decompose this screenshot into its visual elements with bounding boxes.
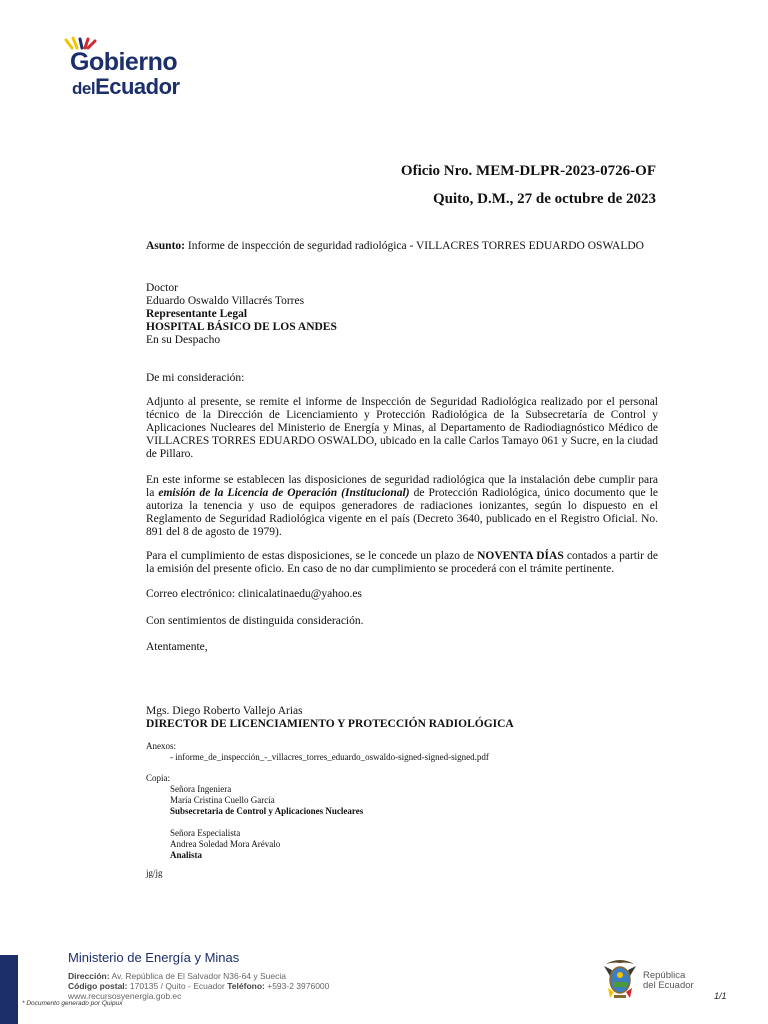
email-line: Correo electrónico: clinicalatinaedu@yahoo.es xyxy=(146,588,362,600)
asunto xyxy=(146,240,644,252)
paragraph-2-pre: En este informe se establecen las disposiciones de seguridad radiológica que la instalación debe cumplir para la xyxy=(146,474,658,499)
footer-phone-value: +593-2 3976000 xyxy=(267,981,330,991)
republica-line2: del Ecuador xyxy=(643,980,694,991)
footer-phone-label: Teléfono: xyxy=(227,981,265,991)
footer-postal-value: 170135 / Quito - Ecuador xyxy=(129,981,225,991)
page-number: 1/1 xyxy=(714,991,727,1001)
footer-ministry: Ministerio de Energía y Minas xyxy=(68,950,240,965)
logo-ecuador: Ecuador xyxy=(95,74,180,99)
recipient-block xyxy=(146,282,658,347)
logo-del: del xyxy=(72,79,96,98)
recipient-institution: HOSPITAL BÁSICO DE LOS ANDES xyxy=(146,321,337,333)
copia-2-role: Analista xyxy=(170,850,203,860)
paragraph-3-pre: Para el cumplimiento de estas disposiciones, se le concede un plazo de xyxy=(146,550,474,562)
logo-line-1: Gobierno xyxy=(70,48,178,76)
paragraph-2-emphasis: emisión de la Licencia de Operación (Institucional) xyxy=(158,487,410,499)
asunto-label: Asunto: xyxy=(146,240,185,252)
recipient-role: Representante Legal xyxy=(146,308,248,320)
oficio-number: Oficio Nro. MEM-DLPR-2023-0726-OF xyxy=(400,163,656,179)
copia-block xyxy=(146,773,363,861)
copia-2-title: Señora Especialista xyxy=(170,828,241,838)
signer-name: Mgs. Diego Roberto Vallejo Arias xyxy=(146,705,303,717)
footer-address xyxy=(68,971,286,981)
recipient-name: Eduardo Oswaldo Villacrés Torres xyxy=(146,295,305,307)
signer-role: DIRECTOR DE LICENCIAMIENTO Y PROTECCIÓN RADIOLÓGICA xyxy=(146,718,514,730)
closing: Con sentimientos de distinguida consideración. xyxy=(146,615,364,627)
anexo-item: - informe_de_inspección_-_villacres_torres_eduardo_oswaldo-signed-signed-signed.pdf xyxy=(170,752,489,762)
republica-line1: República xyxy=(643,970,686,981)
republica-label xyxy=(643,971,694,991)
copia-1-title: Señora Ingeniera xyxy=(170,784,232,794)
footer-postal-label: Código postal: xyxy=(68,981,128,991)
copia-label: Copia: xyxy=(146,773,170,783)
paragraph-3-post: contados a partir de la emisión del presente oficio. En caso de no dar cumplimiento se procederá con el trámite pertinente. xyxy=(146,550,659,575)
paragraph-1: Adjunto al presente, se remite el informe de Inspección de Seguridad Radiológica realizado por el personal técnico de la Dirección de Licenciamiento y Protección Radiológica de la Subsecretaría de Control y Aplicaciones Nucleares del Ministerio de Energía y Minas, al Departamento de Radiodiagnóstico Médico de VILLACRES TORRES EDUARDO OSWALDO, ubicado en la calle Carlos Tamayo 061 y Sucre, en la ciudad de Pillaro. xyxy=(146,396,658,460)
copia-1-role: Subsecretaria de Control y Aplicaciones Nucleares xyxy=(170,806,364,816)
paragraph-3-emphasis: NOVENTA DÍAS xyxy=(477,550,564,562)
generated-note: * Documento generado por Quipux xyxy=(22,1000,123,1007)
initials: jg/jg xyxy=(146,868,163,878)
gobierno-logo xyxy=(64,36,204,98)
recipient-office: En su Despacho xyxy=(146,334,221,346)
anexos-label: Anexos: xyxy=(146,741,176,751)
footer-bar xyxy=(0,955,18,1024)
signer-block xyxy=(146,705,658,731)
paragraph-3 xyxy=(146,550,658,576)
paragraph-2 xyxy=(146,474,658,539)
footer-address-label: Dirección: xyxy=(68,971,110,981)
anexos-block xyxy=(146,741,489,763)
footer-postal xyxy=(68,981,329,991)
copia-1-name: María Cristina Cuello García xyxy=(170,795,275,805)
coat-of-arms-icon xyxy=(600,956,640,1000)
copia-2-name: Andrea Soledad Mora Arévalo xyxy=(170,839,281,849)
atentamente: Atentamente, xyxy=(146,641,208,653)
logo-line-2 xyxy=(72,74,180,100)
footer-address-value: Av. República de El Salvador N36-64 y Suecia xyxy=(111,971,286,981)
greeting: De mi consideración: xyxy=(146,372,245,384)
footer-website: www.recursosyenergia.gob.ec xyxy=(68,991,182,1001)
asunto-text: Informe de inspección de seguridad radiológica - VILLACRES TORRES EDUARDO OSWALDO xyxy=(187,240,644,252)
document-date: Quito, D.M., 27 de octubre de 2023 xyxy=(432,191,656,207)
paragraph-2-post: de Protección Radiológica, único documento que le autoriza la tenencia y uso de equipos generadores de radiaciones ionizantes, según lo dispuesto en el Reglamento de Seguridad Radiológica vigente en el país (Decreto 3640, publicado en el Registro Oficial. No. 891 del 8 de agosto de 1979). xyxy=(146,487,659,538)
recipient-title: Doctor xyxy=(146,282,178,294)
